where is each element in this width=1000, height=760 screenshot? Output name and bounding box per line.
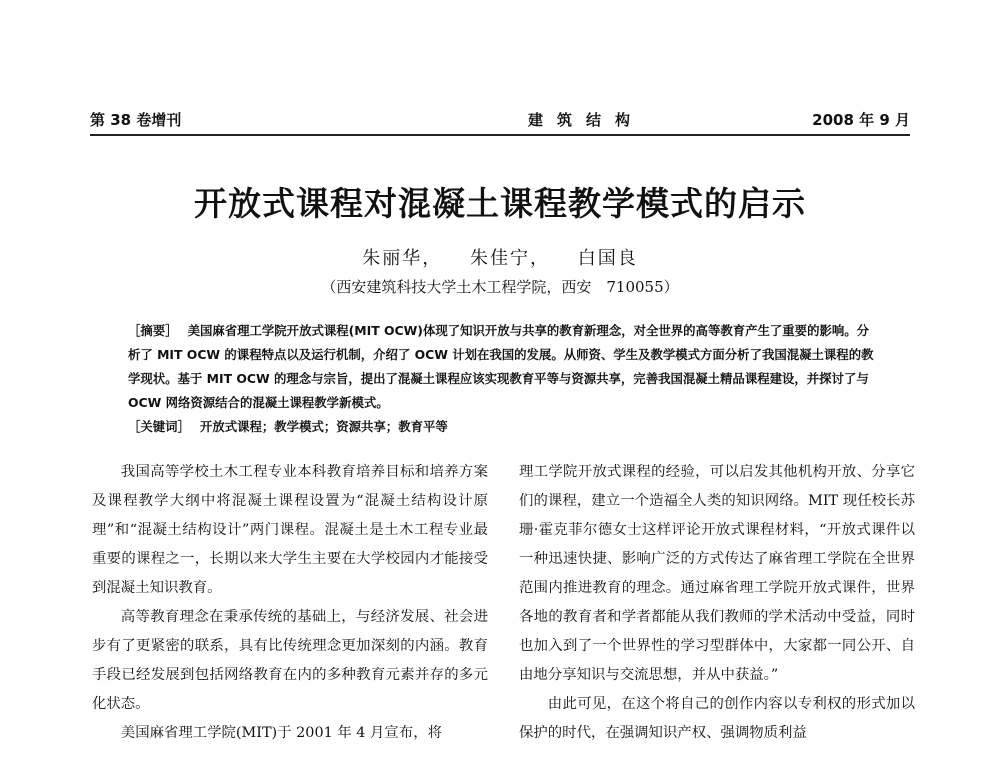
keywords (128, 415, 878, 439)
volume-label: 第 38 卷增刊 (90, 111, 182, 129)
abstract-block (128, 319, 878, 439)
affiliation: （西安建筑科技大学土木工程学院，西安 710055） (321, 278, 679, 296)
body-paragraph: 我国高等学校土木工程专业本科教育培养目标和培养方案及课程教学大纲中将混凝土课程设置为“混凝土结构设计原理”和“混凝土结构设计”两门课程。混凝土是土木工程专业最重要的课程之一，长期以来大学生主要在大学校园内才能接受到混凝土知识教育。 (92, 464, 488, 596)
keywords-label: ［关键词］ (128, 419, 190, 434)
body-paragraph: 高等教育理念在秉承传统的基础上，与经济发展、社会进步有了更紧密的联系，具有比传统理念更加深刻的内涵。教育手段已经发展到包括网络教育在内的多种教育元素并存的多元化状态。 (92, 609, 488, 712)
abstract-text: 美国麻省理工学院开放式课程(MIT OCW)体现了知识开放与共享的教育新理念，对全世界的高等教育产生了重要的影响。分析了 MIT OCW 的课程特点以及运行机制，介绍了 OCW 计划在我国的发展。从师资、学生及教学模式方面分析了我国混凝土课程的教学现状。基于 MIT OCW 的理念与宗旨，提出了混凝土课程应该实现教育平等与资源共享，完善我国混凝土精品课程建设，并探讨了与 OCW 网络资源结合的混凝土课程教学新模式。 (128, 323, 874, 410)
body-paragraph: 理工学院开放式课程的经验，可以启发其他机构开放、分享它们的课程，建立一个造福全人类的知识网络。MIT 现任校长苏珊·霍克菲尔德女士这样评论开放式课程材料，“开放式课件以一种迅速快捷、影响广泛的方式传达了麻省理工学院在全世界范围内推进教育的理念。通过麻省理工学院开放式课件，世界各地的教育者和学者都能从我们教师的学术活动中受益，同时也加入到了一个世界性的学习型群体中，大家都一同公开、自由地分享知识与交流思想，并从中获益。” (519, 464, 915, 683)
author-list (0, 244, 1000, 270)
abstract (128, 319, 878, 415)
header-rule (90, 134, 910, 136)
author-1: 朱丽华， (362, 248, 443, 269)
author-3: 白国良 (577, 248, 638, 269)
running-header (90, 107, 910, 131)
body-paragraph: 美国麻省理工学院(MIT)于 2001 年 4 月宣布，将 (120, 725, 442, 741)
body-column-left (92, 458, 488, 748)
journal-name: 建筑结构 (528, 111, 645, 129)
body-paragraph: 由此可见，在这个将自己的创作内容以专利权的形式加以保护的时代，在强调知识产权、强调物质利益 (519, 696, 915, 741)
author-2: 朱佳宁， (470, 248, 550, 269)
article-title: 开放式课程对混凝土课程教学模式的启示 (194, 184, 806, 223)
issue-date: 2008 年 9 月 (812, 111, 910, 129)
keywords-text: 开放式课程；教学模式；资源共享；教育平等 (199, 419, 448, 434)
body-column-right (519, 458, 915, 748)
abstract-label: ［摘要］ (128, 323, 178, 338)
